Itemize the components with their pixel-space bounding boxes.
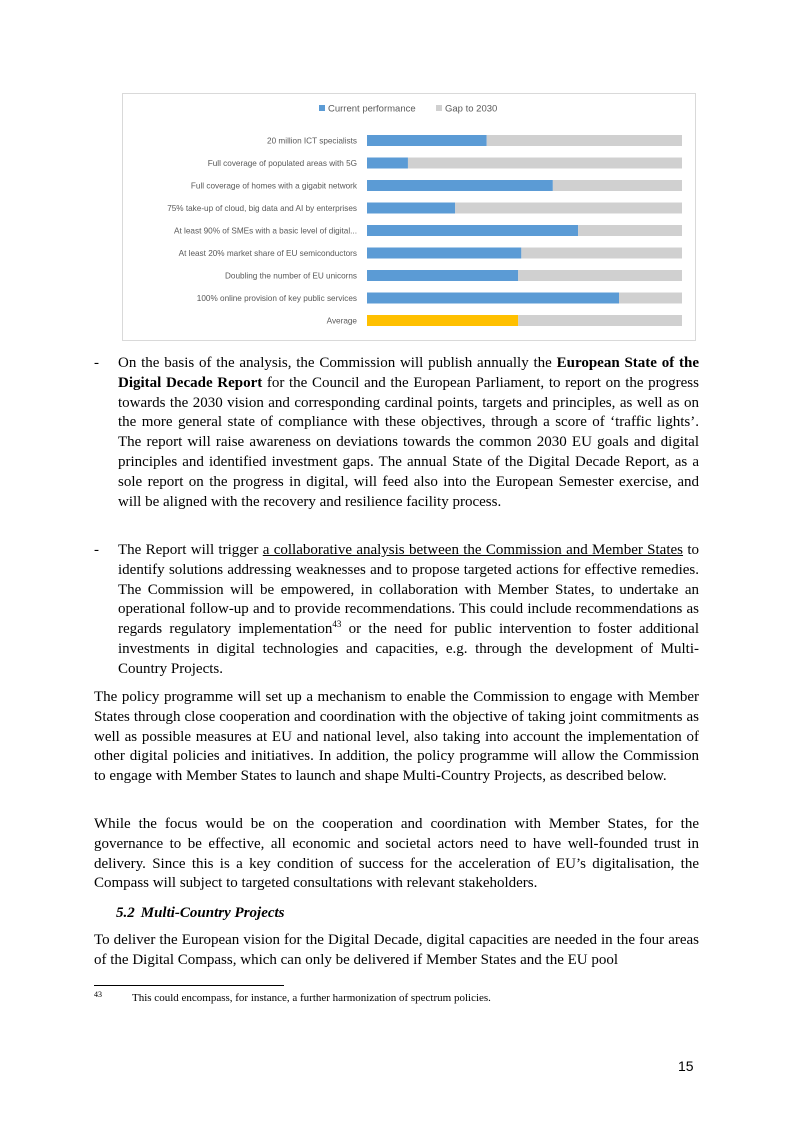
bar-current xyxy=(367,315,518,326)
bullet-collaboration xyxy=(94,541,699,680)
category-label: 20 million ICT specialists xyxy=(267,136,357,146)
category-label: 75% take-up of cloud, big data and AI by enterprises xyxy=(167,204,357,213)
paragraph-governance-text: While the focus would be on the cooperation and coordination with Member States, for the governance to be effective, all economic and societal actors need to have well-founded trust in delivery. Since this is a key condition of success for the acceleration of EU’s digitalisation, the Compass will subject to targeted consultations with relevant stakeholders. xyxy=(94,816,699,892)
section-number: 5.2 xyxy=(116,905,135,921)
bar-current xyxy=(367,158,408,169)
category-label: Full coverage of populated areas with 5G xyxy=(207,159,357,168)
category-label: 100% online provision of key public services xyxy=(196,294,357,303)
bar-current xyxy=(367,293,619,304)
bar-current xyxy=(367,135,487,146)
bar-gap xyxy=(578,225,682,236)
page-number: 15 xyxy=(678,1058,694,1074)
footnote-ref[interactable]: 43 xyxy=(332,619,342,630)
chart-legend xyxy=(319,104,497,115)
bar-gap xyxy=(518,315,682,326)
paragraph-section xyxy=(94,931,699,971)
paragraph-section-text: To deliver the European vision for the Digital Decade, digital capacities are needed in the four areas of the Digital Compass, which can only be delivered if Member States and the EU pool xyxy=(94,932,699,968)
bullet-dash: - xyxy=(94,355,99,371)
bullet-collaboration-text xyxy=(118,541,699,680)
bar-gap xyxy=(518,270,682,281)
bullet-report-post: for the Council and the European Parliament, to report on the progress towards the 2030 vision and corresponding cardinal points, targets and principles, as well as on the more general state of compliance with these objectives, through a score of ‘traffic lights’. The report will raise awareness on deviations towards the common 2030 EU goals and digital principles and identified investment gaps. The annual State of the Digital Decade Report, as a sole report on the progress in digital, will feed also into the European Semester exercise, and will be aligned with the recovery and resilience facility process. xyxy=(118,374,699,510)
bar-current xyxy=(367,180,553,191)
section-title: Multi-Country Projects xyxy=(140,905,285,921)
bullet-collab-mid: to identify solutions addressing weaknesses and to propose targeted actions for effective remedies. The Commission will be empowered, in collaboration with Member States, to undertake an operational follow-up and to provide recommendations. This could include recommendations as regards regulatory implementation xyxy=(118,542,700,638)
legend-swatch-1 xyxy=(436,105,442,111)
category-label: At least 20% market share of EU semiconductors xyxy=(178,249,357,258)
bar-current xyxy=(367,203,455,214)
bullet-dash: - xyxy=(94,542,99,558)
bullet-collab-pre: The Report will trigger xyxy=(118,542,263,558)
bar-gap xyxy=(521,248,682,259)
category-label: Full coverage of homes with a gigabit network xyxy=(190,181,357,191)
footnote-text: This could encompass, for instance, a further harmonization of spectrum policies. xyxy=(132,992,491,1004)
bullet-report-pre: On the basis of the analysis, the Commission will publish annually the xyxy=(118,355,557,371)
section-heading xyxy=(116,905,291,922)
bullet-report-text xyxy=(118,354,699,512)
chart-svg xyxy=(123,94,695,340)
paragraph-policy-text: The policy programme will set up a mechanism to enable the Commission to engage with Member States through close cooperation and coordination with the objective of taking joint commitments as well as possible measures at EU and national level, also taking into account the implementation of other digital policies and initiatives. In addition, the policy programme will allow the Commission to engage with Member States to launch and shape Multi-Country Projects, as described below. xyxy=(94,689,699,785)
legend-label-0: Current performance xyxy=(328,103,416,115)
category-label: Doubling the number of EU unicorns xyxy=(225,271,357,281)
category-label: At least 90% of SMEs with a basic level of digital... xyxy=(174,226,357,236)
bar-gap xyxy=(408,158,682,169)
bullet-collab-post: or the need for public intervention to foster additional investments in digital technologies and capacities, e.g. through the development of Multi-Country Projects. xyxy=(118,621,699,677)
paragraph-policy-programme xyxy=(94,688,699,787)
category-label: Average xyxy=(326,316,357,326)
bar-gap xyxy=(487,135,682,146)
bar-gap xyxy=(619,293,682,304)
bullet-report xyxy=(94,354,699,512)
legend-label-1: Gap to 2030 xyxy=(445,103,498,115)
collaborative-analysis: a collaborative analysis between the Commission and Member States xyxy=(262,542,684,558)
legend-swatch-0 xyxy=(319,105,325,111)
report-name: European State of the Digital Decade Report xyxy=(118,355,699,391)
footnote-divider xyxy=(94,985,284,986)
bar-current xyxy=(367,270,518,281)
bar-gap xyxy=(455,203,682,214)
bar-current xyxy=(367,225,578,236)
digital-decade-chart xyxy=(122,93,696,341)
footnote-number: 43 xyxy=(94,990,102,999)
bar-gap xyxy=(553,180,682,191)
paragraph-governance xyxy=(94,815,699,894)
bar-current xyxy=(367,248,521,259)
